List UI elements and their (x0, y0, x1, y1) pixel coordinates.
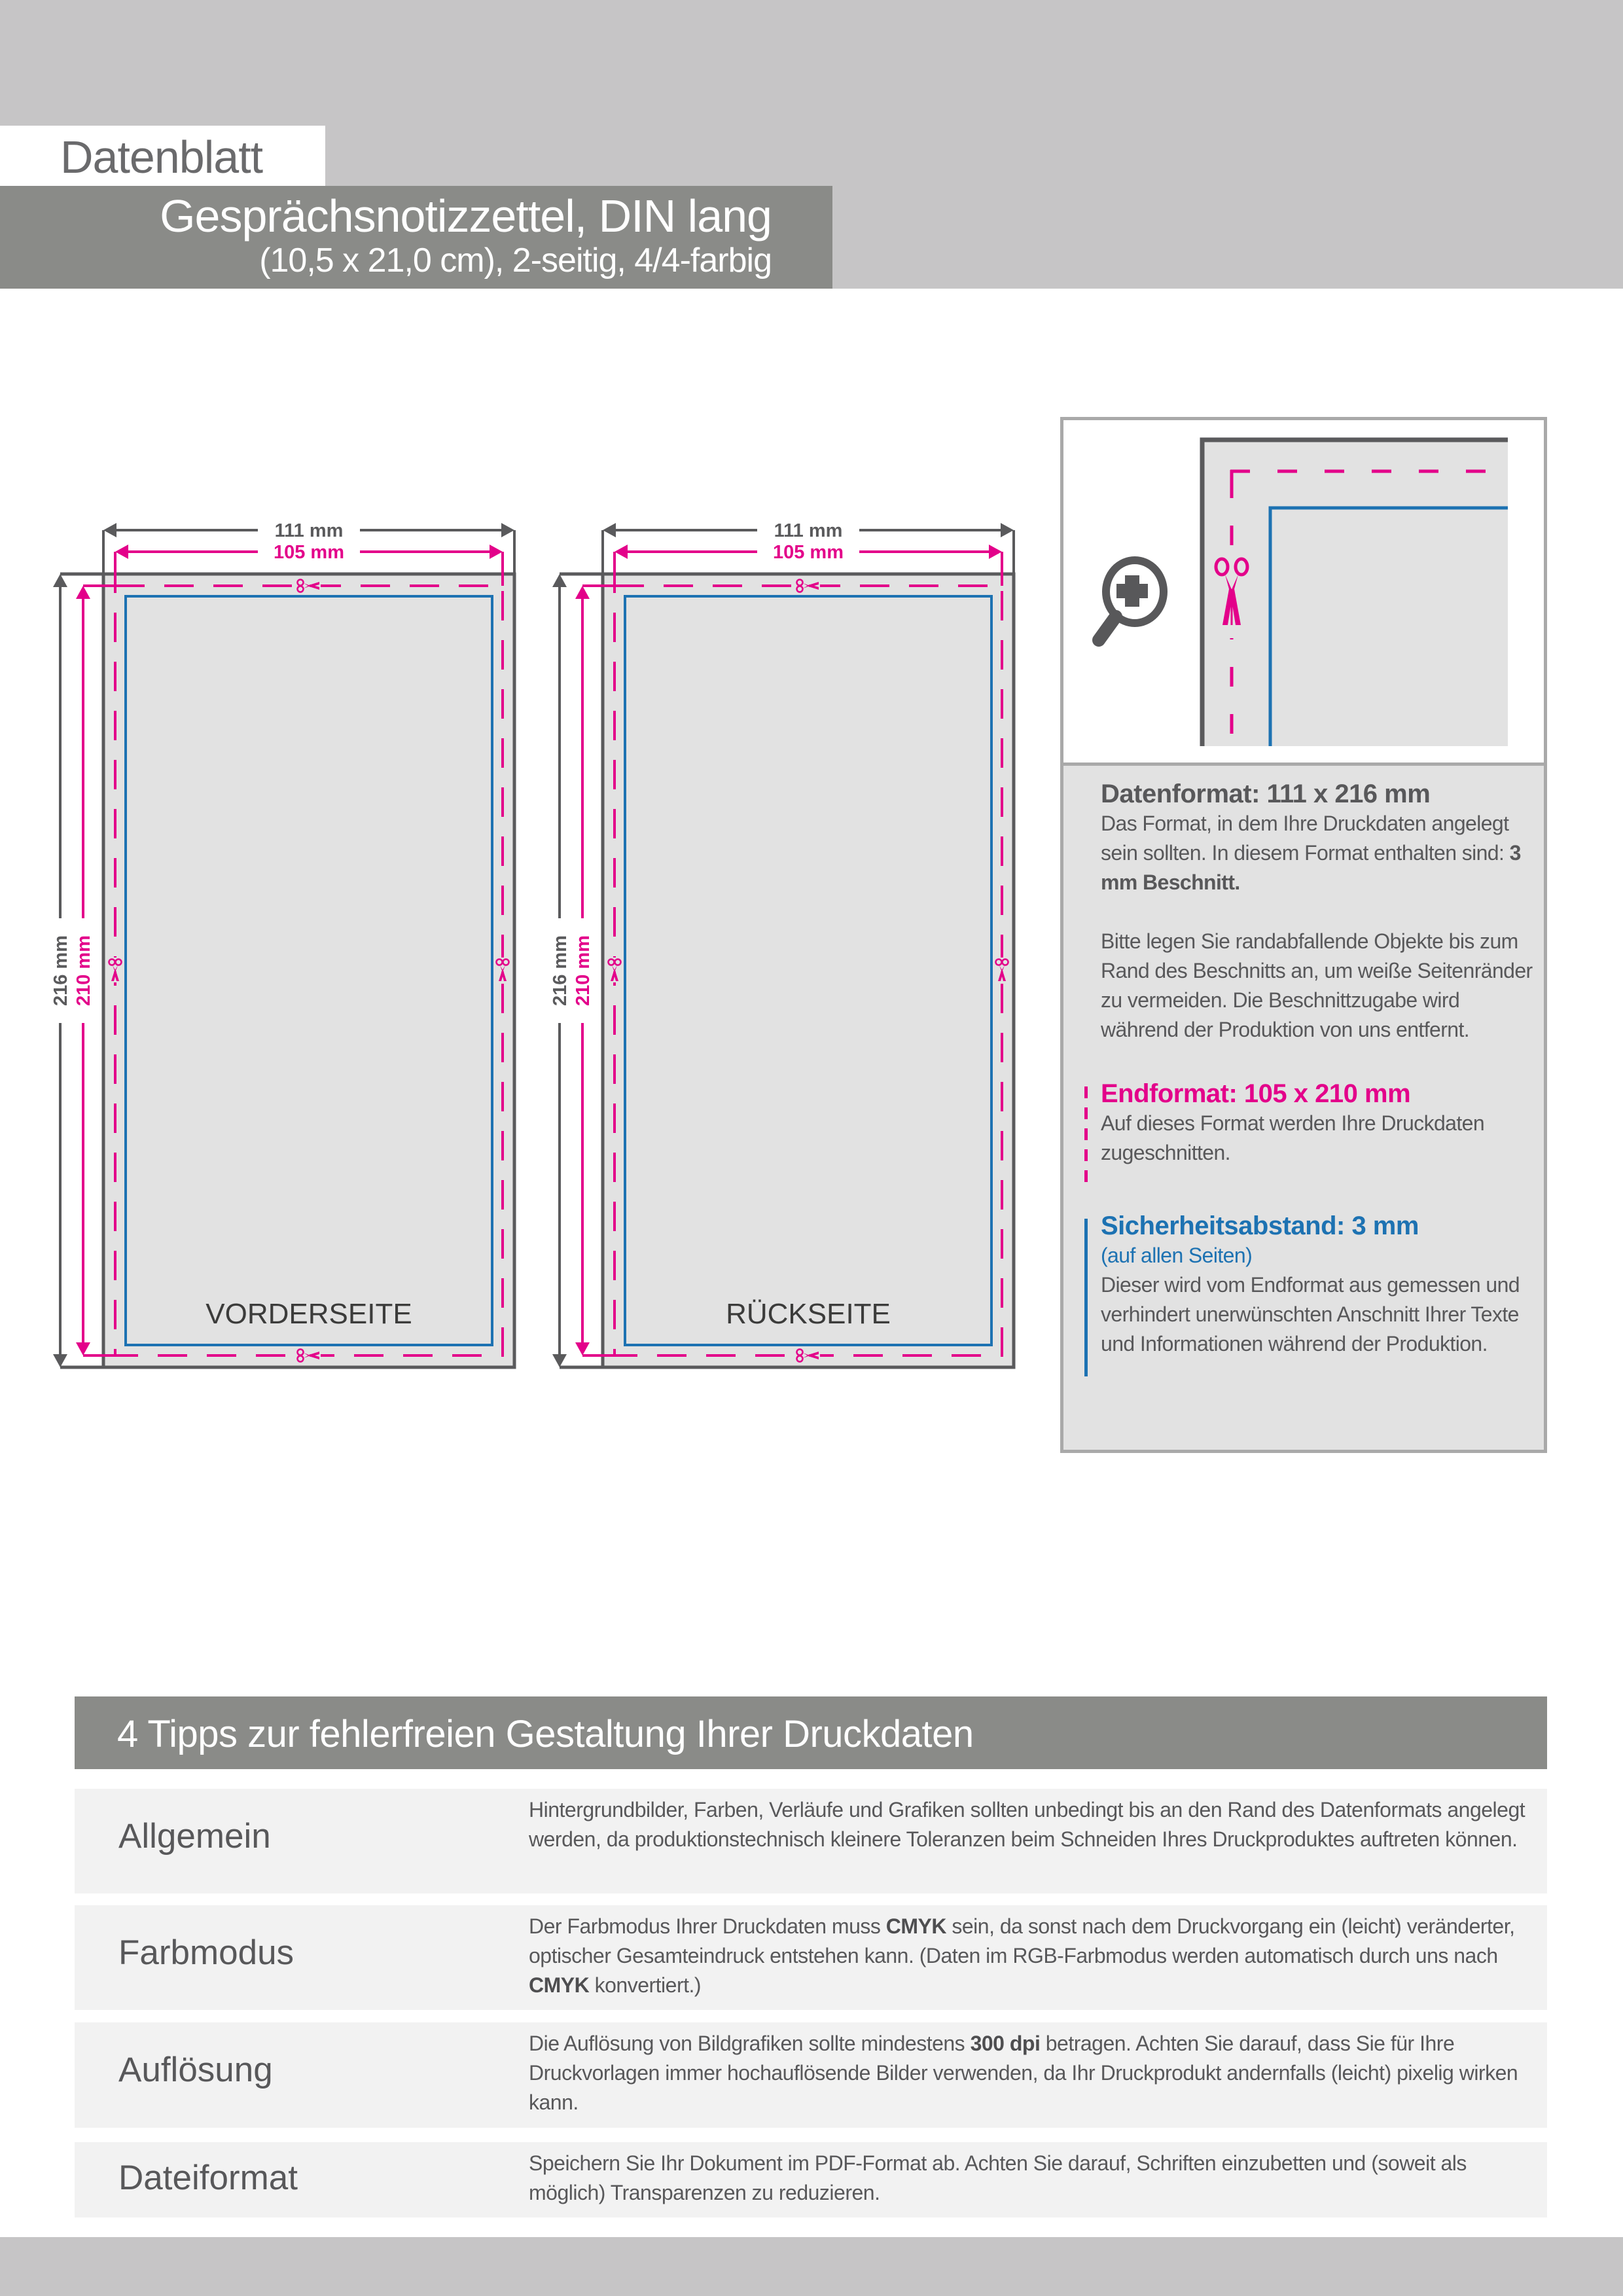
scissors-icon (497, 958, 509, 982)
scissors-icon (795, 1350, 820, 1362)
info-panel (1060, 417, 1547, 1453)
safety-section (1101, 1211, 1533, 1359)
height-final-label: 210 mm (73, 935, 94, 1007)
data-format-text-2: Bitte legen Sie randabfallende Objekte bis zum Rand des Beschnitts an, um weiße Seitenränder zu vermeiden. Die Beschnittzugabe wird während der Produktion von uns entfernt. (1101, 929, 1533, 1041)
arrow-head (552, 574, 567, 587)
height-data-label: 216 mm (550, 935, 571, 1007)
arrow-head (575, 586, 590, 599)
tips-title: 4 Tipps zur fehlerfreien Gestaltung Ihrer Druckdaten (117, 1713, 974, 1755)
product-subtitle: (10,5 x 21,0 cm), 2-seitig, 4/4-farbig (259, 242, 772, 279)
data-format-rect (103, 574, 514, 1367)
final-format-marker (1084, 1086, 1088, 1183)
arrow-head (76, 586, 90, 599)
safety-subtitle: (auf allen Seiten) (1101, 1244, 1253, 1267)
arrow-head (615, 545, 628, 559)
scissors-icon (296, 580, 321, 592)
tip-text-bold: CMYK (529, 1973, 590, 1997)
arrow-head (115, 545, 128, 559)
tip-name: Farbmodus (118, 1933, 294, 1972)
tip-text (529, 2029, 1537, 2117)
arrow-head (575, 1342, 590, 1355)
tip-name: Auflösung (118, 2051, 273, 2089)
info-content (1101, 779, 1533, 1359)
data-format-section (1101, 779, 1533, 1045)
scissors-icon (795, 580, 820, 592)
detail-diagram (1063, 420, 1544, 762)
arrow-head (76, 1342, 90, 1355)
tip-text: Hintergrundbilder, Farben, Verläufe und Grafiken sollten unbedingt bis an den Rand des Datenformats angelegt werden, da produktionstechnisch kleinere Toleranzen beim Schneiden Ihres Druckproduktes auftreten können. (529, 1798, 1525, 1851)
tip-name: Dateiformat (118, 2159, 298, 2197)
final-format-section (1101, 1079, 1533, 1168)
magnifier-plus-icon (1099, 560, 1164, 640)
data-format-text-1 (1101, 809, 1533, 897)
datasheet-label: Datenblatt (60, 132, 263, 183)
arrow-head (989, 545, 1002, 559)
diagram-back (550, 520, 1014, 1367)
product-title: Gesprächsnotizzettel, DIN lang (160, 190, 772, 242)
arrow-head (53, 1354, 67, 1367)
tip-text-bold: 300 dpi (970, 2032, 1041, 2055)
safety-text: Dieser wird vom Endformat aus gemessen und verhindert unerwünschten Anschnitt Ihrer Texte und Informationen während der Produktion. (1101, 1273, 1520, 1355)
final-format-title: Endformat: 105 x 210 mm (1101, 1079, 1411, 1108)
tip-row-farbmodus (75, 1905, 1547, 2010)
arrow-head (103, 523, 116, 537)
data-format-text-1-bold: 3 mm Beschnitt. (1101, 841, 1521, 894)
tip-row-aufloesung (75, 2022, 1547, 2128)
arrow-head (490, 545, 503, 559)
safety-title: Sicherheitsabstand: 3 mm (1101, 1211, 1419, 1240)
width-data-label: 111 mm (774, 520, 843, 541)
scissors-icon (296, 1350, 321, 1362)
diagram-front (50, 520, 514, 1367)
tip-row-allgemein (75, 1789, 1547, 1893)
scissors-icon (996, 958, 1008, 982)
tip-text-part: sein, da sonst nach dem Druckvorgang ein (leicht) veränderter, optischer Gesamteindruck entstehen kann. (Daten im RGB-Farbmodus werden automatisch durch uns nach (529, 1914, 1515, 1967)
height-final-label: 210 mm (573, 935, 594, 1007)
width-final-label: 105 mm (772, 542, 844, 563)
width-data-label: 111 mm (274, 520, 344, 541)
detail-bleed-area (1201, 439, 1508, 746)
detail-zoom-area (1063, 420, 1544, 766)
data-format-title: Datenformat: 111 x 216 mm (1101, 780, 1431, 808)
tip-text: Speichern Sie Ihr Dokument im PDF-Format ab. Achten Sie darauf, Schriften einzubetten und (soweit als möglich) Transparenzen zu reduzieren. (529, 2151, 1467, 2204)
arrow-head (552, 1354, 567, 1367)
tip-text (529, 1912, 1537, 2000)
tip-text-part: konvertiert.) (589, 1973, 702, 1997)
final-format-text: Auf dieses Format werden Ihre Druckdaten zugeschnitten. (1101, 1111, 1485, 1164)
tip-row-dateiformat (75, 2142, 1547, 2217)
height-data-label: 216 mm (50, 935, 71, 1007)
side-label: RÜCKSEITE (726, 1298, 891, 1330)
arrow-head (1001, 523, 1014, 537)
tips-header (75, 1696, 1547, 1769)
arrow-head (603, 523, 616, 537)
tip-text-part: betragen. Achten Sie darauf, dass Sie für Ihre Druckvorlagen immer hochauflösende Bilder verwenden, da Ihr Druckprodukt andernfalls (leicht) pixelig wirken kann. (529, 2032, 1518, 2114)
footer-band (0, 2237, 1623, 2296)
tip-text-bold: CMYK (885, 1914, 946, 1938)
tip-text-part: Der Farbmodus Ihrer Druckdaten muss (529, 1914, 886, 1938)
data-format-text-1-regular: Das Format, in dem Ihre Druckdaten angelegt sein sollten. In diesem Format enthalten sind: (1101, 812, 1510, 865)
safety-marker (1084, 1219, 1088, 1376)
scissors-icon (109, 958, 122, 982)
arrow-head (501, 523, 514, 537)
width-final-label: 105 mm (273, 542, 345, 563)
side-label: VORDERSEITE (205, 1298, 412, 1330)
arrow-head (53, 574, 67, 587)
scissors-icon (609, 958, 621, 982)
data-format-rect (603, 574, 1014, 1367)
tip-name: Allgemein (118, 1817, 271, 1856)
tip-text-part: Die Auflösung von Bildgrafiken sollte mindestens (529, 2032, 971, 2055)
